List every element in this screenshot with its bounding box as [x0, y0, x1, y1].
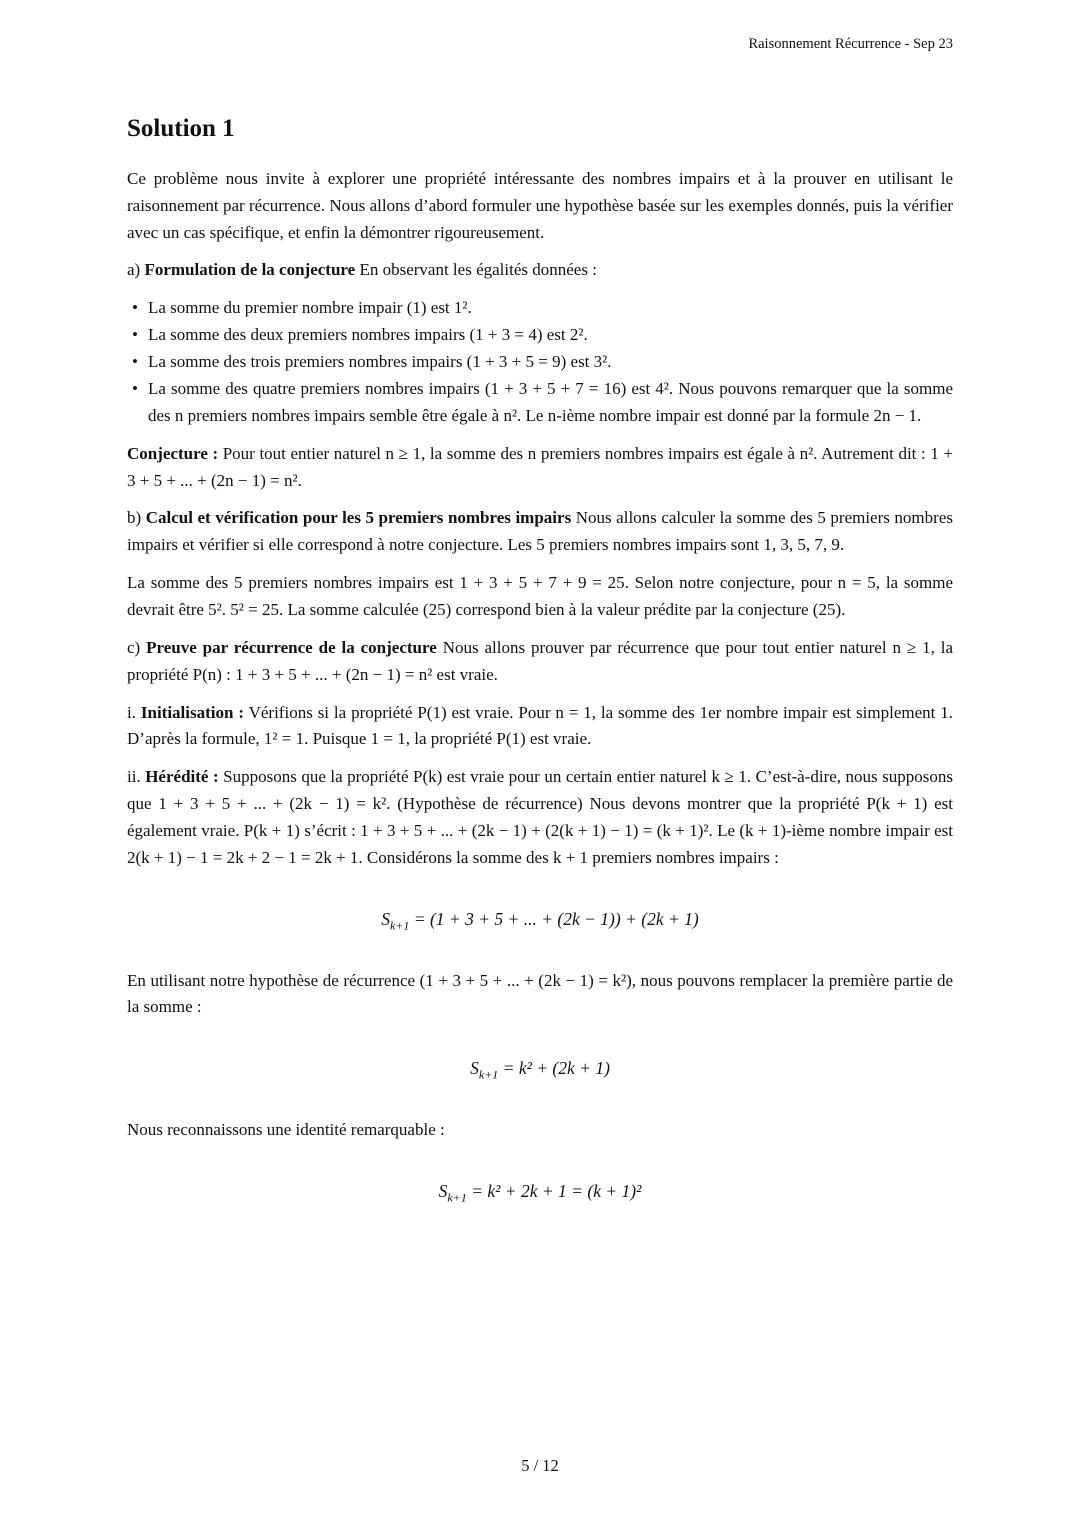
equation-identity-result	[127, 1178, 953, 1206]
equation-body: = k² + (2k + 1)	[498, 1058, 610, 1079]
section-b-prefix: b)	[127, 508, 146, 528]
section-b-rest: Nous allons calculer la somme des 5 premiers nombres impairs et vérifier si elle correspond à notre conjecture. Les 5 premiers nombres impairs sont 1, 3, 5, 7, 9.	[127, 508, 953, 555]
equation-sum-expanded	[127, 906, 953, 934]
section-a-prefix: a)	[127, 260, 145, 280]
initialisation-prefix: i.	[127, 702, 141, 722]
conjecture-paragraph	[127, 441, 953, 495]
observations-list	[127, 295, 953, 429]
section-c-prefix: c)	[127, 637, 147, 657]
section-a-rest: En observant les égalités données :	[355, 260, 597, 280]
equation-body: = k² + 2k + 1 = (k + 1)²	[466, 1180, 642, 1201]
list-item-4: • La somme des quatre premiers nombres impairs (1 + 3 + 5 + 7 = 16) est 4². Nous pouvons remarquer que la somme des n premiers nombres impairs semble être égale à n². Le n-ième nombre impair est donné par la formule 2n − 1.	[127, 376, 953, 430]
equation-base: S	[381, 908, 390, 929]
list-item-3: • La somme des trois premiers nombres impairs (1 + 3 + 5 = 9) est 3².	[127, 349, 953, 376]
intro-paragraph: Ce problème nous invite à explorer une propriété intéressante des nombres impairs et à la prouver en utilisant le raisonnement par récurrence. Nous allons d’abord formuler une hypothèse basée sur les exemples donnés, puis la vérifier avec un cas spécifique, et enfin la démontrer rigoureusement.	[127, 168, 953, 242]
heredite-rest: Supposons que la propriété P(k) est vraie pour un certain entier naturel k ≥ 1. C’est-à-dire, nous supposons que 1 + 3 + 5 + ... + (2k − 1) = k². (Hypothèse de récurrence) Nous devons montrer que la propriété P(k + 1) est également vraie. P(k + 1) s’écrit : 1 + 3 + 5 + ... + (2k − 1) + (2(k + 1) − 1) = (k + 1)². Le (k + 1)-ième nombre impair est 2(k + 1) − 1 = 2k + 2 − 1 = 2k + 1. Considérons la somme des k + 1 premiers nombres impairs :	[127, 767, 953, 867]
use-hypothesis-paragraph: En utilisant notre hypothèse de récurrence (1 + 3 + 5 + ... + (2k − 1) = k²), nous pouvons remplacer la première partie de la somme :	[127, 970, 953, 1017]
equation-base: S	[470, 1058, 479, 1079]
initialisation-rest: Vérifions si la propriété P(1) est vraie. Pour n = 1, la somme des 1er nombre impair est simplement 1. D’après la formule, 1² = 1. Puisque 1 = 1, la propriété P(1) est vraie.	[127, 702, 953, 749]
section-c-heading: Preuve par récurrence de la conjecture	[146, 637, 437, 657]
section-a-paragraph	[127, 257, 953, 284]
conjecture-label: Conjecture :	[127, 443, 219, 463]
equation-sum-substituted-math	[470, 1058, 610, 1082]
conjecture-rest: Pour tout entier naturel n ≥ 1, la somme des n premiers nombres impairs est égale à n². Autrement dit : 1 + 3 + 5 + ... + (2n − 1) = n².	[127, 443, 953, 490]
equation-identity-result-math	[438, 1180, 642, 1205]
initialisation-paragraph	[127, 700, 953, 754]
section-b-paragraph	[127, 505, 953, 559]
list-item-1: • La somme du premier nombre impair (1) est 1².	[127, 295, 953, 322]
heredite-label: Hérédité :	[145, 767, 219, 787]
section-a-heading: Formulation de la conjecture	[144, 260, 356, 280]
header-text: Raisonnement Récurrence - Sep 23	[748, 36, 953, 52]
equation-subscript: k+1	[389, 918, 410, 933]
equation-sum-substituted	[127, 1055, 953, 1083]
page-header	[127, 0, 953, 56]
section-c-rest: Nous allons prouver par récurrence que pour tout entier naturel n ≥ 1, la propriété P(n) : 1 + 3 + 5 + ... + (2n − 1) = n² est vraie.	[127, 637, 954, 684]
section-c-paragraph	[127, 635, 953, 689]
heredite-paragraph	[127, 764, 953, 871]
list-item-2: • La somme des deux premiers nombres impairs (1 + 3 = 4) est 2².	[127, 322, 953, 349]
equation-base: S	[438, 1180, 448, 1201]
equation-subscript: k+1	[447, 1190, 467, 1205]
equation-subscript: k+1	[478, 1067, 499, 1082]
section-b-heading: Calcul et vérification pour les 5 premiers nombres impairs	[145, 508, 572, 528]
equation-sum-expanded-math	[381, 908, 699, 933]
equation-body: = (1 + 3 + 5 + ... + (2k − 1)) + (2k + 1)	[409, 908, 699, 929]
page-number: 5 / 12	[521, 1455, 559, 1475]
sum-check-paragraph: La somme des 5 premiers nombres impairs est 1 + 3 + 5 + 7 + 9 = 25. Selon notre conjecture, pour n = 5, la somme devrait être 5². 5² = 25. La somme calculée (25) correspond bien à la valeur prédite par la conjecture (25).	[127, 573, 953, 619]
initialisation-label: Initialisation :	[140, 702, 245, 722]
solution-title: Solution 1	[127, 114, 235, 142]
identity-paragraph: Nous reconnaissons une identité remarquable :	[127, 1120, 445, 1140]
heredite-prefix: ii.	[127, 767, 146, 787]
